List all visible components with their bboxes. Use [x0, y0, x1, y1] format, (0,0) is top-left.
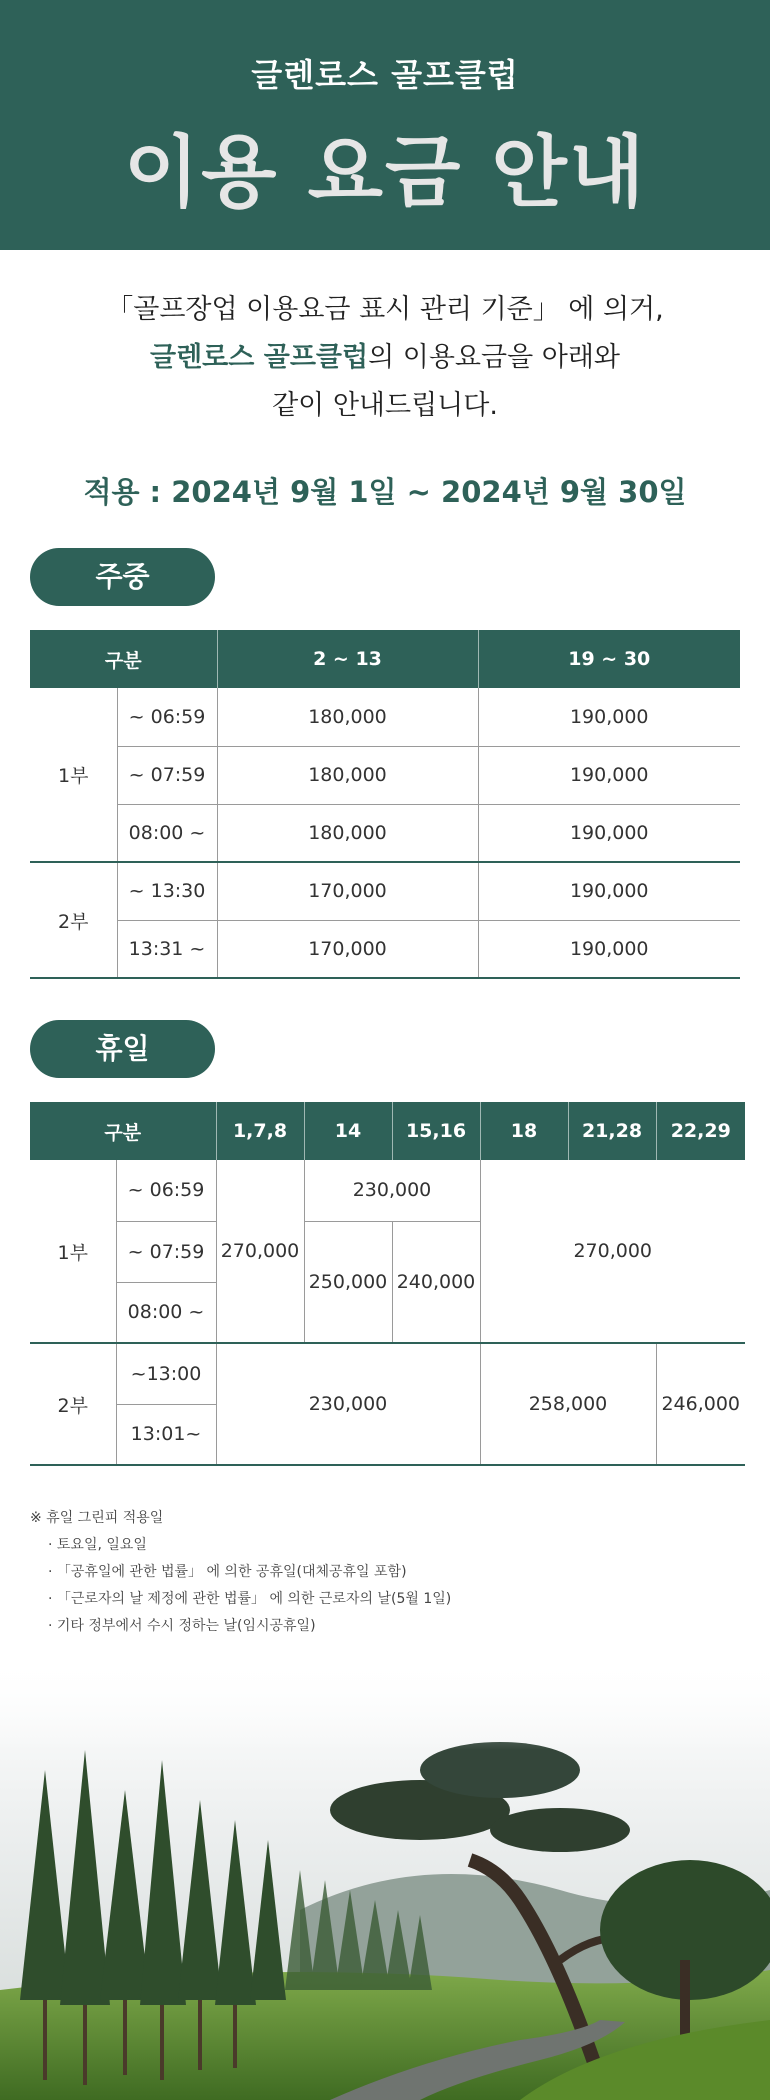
- price-cell: 240,000: [392, 1221, 480, 1343]
- price-cell: 190,000: [478, 804, 740, 862]
- price-cell: 190,000: [478, 862, 740, 920]
- price-cell: 180,000: [217, 746, 478, 804]
- holiday-notes: [30, 1505, 451, 1640]
- col-header: 구분: [30, 630, 217, 688]
- apply-period: 적용 : 2024년 9월 1일 ~ 2024년 9월 30일: [83, 475, 687, 509]
- table-row: [30, 746, 740, 804]
- price-cell: 190,000: [478, 746, 740, 804]
- intro-line-2: [0, 334, 770, 382]
- price-cell: 246,000: [656, 1343, 745, 1465]
- table-header-row: [30, 1102, 745, 1160]
- price-cell: 258,000: [480, 1343, 656, 1465]
- price-cell: 180,000: [217, 804, 478, 862]
- club-name: 글렌로스 골프클럽: [251, 56, 519, 94]
- col-header: 19 ~ 30: [478, 630, 740, 688]
- table-header-row: [30, 630, 740, 688]
- time-cell: ~ 06:59: [117, 688, 217, 746]
- col-header: 15,16: [392, 1102, 480, 1160]
- table-row: [30, 920, 740, 978]
- col-header: 22,29: [656, 1102, 745, 1160]
- table-row: [30, 688, 740, 746]
- time-cell: 13:31 ~: [117, 920, 217, 978]
- page-title: 이용 요금 안내: [123, 128, 647, 218]
- col-header: 14: [304, 1102, 392, 1160]
- part-cell: 2부: [30, 862, 117, 978]
- price-cell: 230,000: [216, 1343, 480, 1465]
- price-cell: 230,000: [304, 1160, 480, 1221]
- table-row: [30, 862, 740, 920]
- intro-text: [0, 250, 770, 430]
- intro-line-2-rest: 의 이용요금을 아래와: [368, 342, 620, 373]
- price-cell: 190,000: [478, 688, 740, 746]
- time-cell: ~ 06:59: [116, 1160, 216, 1221]
- price-cell: 180,000: [217, 688, 478, 746]
- part-cell: 2부: [30, 1343, 116, 1465]
- time-cell: ~ 07:59: [116, 1221, 216, 1282]
- notes-item: · 토요일, 일요일: [48, 1537, 147, 1553]
- part-cell: 1부: [30, 688, 117, 862]
- table-row: [30, 1160, 745, 1221]
- time-cell: ~ 13:30: [117, 862, 217, 920]
- price-cell: 270,000: [216, 1160, 304, 1343]
- table-row: [30, 1343, 745, 1404]
- table-row: [30, 804, 740, 862]
- weekday-fee-table: [30, 630, 740, 979]
- club-name-highlight: 글렌로스 골프클럽: [150, 342, 369, 373]
- notes-item: · 「근로자의 날 제정에 관한 법률」 에 의한 근로자의 날(5월 1일): [48, 1591, 452, 1607]
- notes-item: · 기타 정부에서 수시 정하는 날(임시공휴일): [48, 1618, 316, 1634]
- header-banner: [0, 0, 770, 250]
- price-cell: 190,000: [478, 920, 740, 978]
- price-cell: 270,000: [480, 1160, 745, 1343]
- price-cell: 170,000: [217, 920, 478, 978]
- col-header: 구분: [30, 1102, 216, 1160]
- golf-course-illustration: [0, 1660, 770, 2100]
- col-header: 18: [480, 1102, 568, 1160]
- price-cell: 250,000: [304, 1221, 392, 1343]
- col-header: 2 ~ 13: [217, 630, 478, 688]
- part-cell: 1부: [30, 1160, 116, 1343]
- price-cell: 170,000: [217, 862, 478, 920]
- time-cell: ~13:00: [116, 1343, 216, 1404]
- weekday-label: 주중: [30, 548, 215, 606]
- col-header: 21,28: [568, 1102, 656, 1160]
- holiday-fee-table: [30, 1102, 745, 1466]
- time-cell: 08:00 ~: [116, 1282, 216, 1343]
- time-cell: 08:00 ~: [117, 804, 217, 862]
- col-header: 1,7,8: [216, 1102, 304, 1160]
- golf-course-image: [0, 1660, 770, 2100]
- intro-line-1: 「골프장업 이용요금 표시 관리 기준」 에 의거,: [106, 294, 664, 325]
- intro-line-3: 같이 안내드립니다.: [272, 390, 498, 421]
- notes-item: · 「공휴일에 관한 법률」 에 의한 공휴일(대체공휴일 포함): [48, 1564, 407, 1580]
- holiday-label: 휴일: [30, 1020, 215, 1078]
- time-cell: ~ 07:59: [117, 746, 217, 804]
- notes-title: ※ 휴일 그린피 적용일: [30, 1510, 164, 1526]
- time-cell: 13:01~: [116, 1404, 216, 1465]
